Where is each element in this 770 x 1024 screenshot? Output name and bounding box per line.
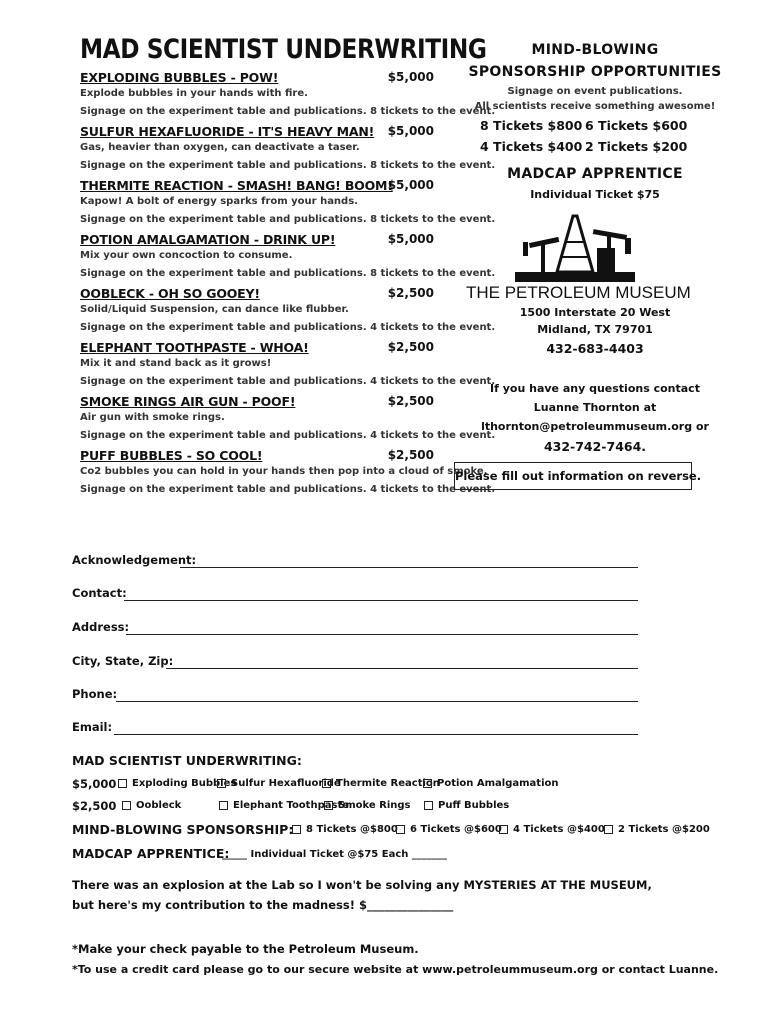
field-label: Acknowledgement: <box>72 553 197 567</box>
checkbox[interactable] <box>217 779 226 788</box>
checkbox[interactable] <box>396 825 405 834</box>
opt-4-tickets[interactable]: 4 Tickets @$400 <box>499 824 605 835</box>
field-input-line[interactable] <box>166 656 638 669</box>
item-name: POTION AMALGAMATION - DRINK UP! <box>80 232 336 247</box>
item-name: SMOKE RINGS AIR GUN - POOF! <box>80 394 296 409</box>
tier-2: 2 Tickets $200 <box>585 139 688 154</box>
field-label: Address: <box>72 620 130 634</box>
item-price: $2,500 <box>387 394 434 408</box>
oil-pump-logo-icon <box>515 212 635 282</box>
sponsorship-label: MIND-BLOWING SPONSORSHIP: <box>72 822 294 837</box>
checkbox[interactable] <box>122 801 131 810</box>
opt-smoke-rings[interactable]: Smoke Rings <box>324 800 411 811</box>
item-description: Mix your own concoction to consume. <box>80 250 293 261</box>
museum-address-1: 1500 Interstate 20 West <box>519 306 671 319</box>
underwriting-label: MAD SCIENTIST UNDERWRITING: <box>72 753 302 768</box>
item-price: $2,500 <box>387 340 434 354</box>
item-price: $5,000 <box>387 70 434 84</box>
museum-phone: 432-683-4403 <box>546 341 644 356</box>
checkbox[interactable] <box>292 825 301 834</box>
field-label: Phone: <box>72 687 118 701</box>
opt-8-tickets[interactable]: 8 Tickets @$800 <box>292 824 398 835</box>
apprentice-label: MADCAP APPRENTICE: <box>72 846 230 861</box>
field-label: Email: <box>72 720 113 734</box>
field-input-line[interactable] <box>180 555 638 568</box>
card-note: *To use a credit card please go to our secure website at www.petroleummuseum.org or contact Luanne. <box>72 963 719 976</box>
item-name: OOBLECK - OH SO GOOEY! <box>80 286 260 301</box>
museum-name: THE PETROLEUM MUSEUM <box>466 283 691 302</box>
contact-line-2: Luanne Thornton at <box>533 401 657 414</box>
item-signage: Signage on the experiment table and publications. 4 tickets to the event. <box>80 376 496 387</box>
field-label: Contact: <box>72 586 127 600</box>
item-signage: Signage on the experiment table and publications. 8 tickets to the event. <box>80 106 496 117</box>
opt-oobleck[interactable]: Oobleck <box>122 800 181 811</box>
explosion-line: There was an explosion at the Lab so I won't be solving any MYSTERIES AT THE MUSEUM, <box>72 878 652 892</box>
item-signage: Signage on the experiment table and publications. 8 tickets to the event. <box>80 214 496 225</box>
opt-puff-bubbles[interactable]: Puff Bubbles <box>424 800 509 811</box>
item-name: THERMITE REACTION - SMASH! BANG! BOOM! <box>80 178 393 193</box>
row-5000-price: $5,000 <box>72 777 117 791</box>
page-title: MAD SCIENTIST UNDERWRITING <box>80 34 487 65</box>
item-description: Co2 bubbles you can hold in your hands then pop into a cloud of smoke. <box>80 466 488 477</box>
checkbox[interactable] <box>324 801 333 810</box>
field-label: City, State, Zip: <box>72 654 174 668</box>
sponsor-heading-1: MIND-BLOWING <box>531 42 659 58</box>
item-signage: Signage on the experiment table and publications. 8 tickets to the event. <box>80 268 496 279</box>
checkbox[interactable] <box>423 779 432 788</box>
checkbox[interactable] <box>322 779 331 788</box>
opt-exploding-bubbles[interactable]: Exploding Bubbles <box>118 778 236 789</box>
item-name: EXPLODING BUBBLES - POW! <box>80 70 279 85</box>
field-input-line[interactable] <box>116 689 638 702</box>
sponsor-line-2: All scientists receive something awesome! <box>474 101 716 112</box>
item-price: $5,000 <box>387 232 434 246</box>
opt-thermite-reaction[interactable]: Thermite Reaction <box>322 778 440 789</box>
tier-6: 6 Tickets $600 <box>585 118 688 133</box>
field-input-line[interactable] <box>114 722 638 735</box>
item-signage: Signage on the experiment table and publications. 4 tickets to the event. <box>80 430 496 441</box>
checkbox[interactable] <box>219 801 228 810</box>
item-signage: Signage on the experiment table and publications. 8 tickets to the event. <box>80 160 496 171</box>
item-price: $2,500 <box>387 448 434 462</box>
opt-potion-amalgamation[interactable]: Potion Amalgamation <box>423 778 558 789</box>
mysteries-text: MYSTERIES AT THE MUSEUM, <box>463 878 652 892</box>
row-2500-price: $2,500 <box>72 799 117 813</box>
apprentice-heading: MADCAP APPRENTICE <box>507 166 683 182</box>
apprentice-ticket-input[interactable]: _____ Individual Ticket @$75 Each _______ <box>222 849 447 860</box>
field-input-line[interactable] <box>126 622 638 635</box>
item-name: PUFF BUBBLES - SO COOL! <box>80 448 263 463</box>
checkbox[interactable] <box>499 825 508 834</box>
checkbox[interactable] <box>424 801 433 810</box>
tier-8: 8 Tickets $800 <box>480 118 583 133</box>
contact-line-1: If you have any questions contact <box>490 382 700 395</box>
item-description: Solid/Liquid Suspension, can dance like flubber. <box>80 304 349 315</box>
item-description: Air gun with smoke rings. <box>80 412 225 423</box>
opt-6-tickets[interactable]: 6 Tickets @$600 <box>396 824 502 835</box>
field-input-line[interactable] <box>124 588 638 601</box>
sponsor-heading-2: SPONSORSHIP OPPORTUNITIES <box>468 64 722 80</box>
opt-elephant-toothpaste[interactable]: Elephant Toothpaste <box>219 800 349 811</box>
item-name: SULFUR HEXAFLUORIDE - IT'S HEAVY MAN! <box>80 124 375 139</box>
item-signage: Signage on the experiment table and publications. 4 tickets to the event. <box>80 322 496 333</box>
item-name: ELEPHANT TOOTHPASTE - WHOA! <box>80 340 309 355</box>
check-note: *Make your check payable to the Petroleum Museum. <box>72 942 419 956</box>
checkbox[interactable] <box>604 825 613 834</box>
item-price: $2,500 <box>387 286 434 300</box>
item-description: Explode bubbles in your hands with fire. <box>80 88 308 99</box>
sponsor-line-1: Signage on event publications. <box>507 86 683 97</box>
item-price: $5,000 <box>387 178 434 192</box>
checkbox[interactable] <box>118 779 127 788</box>
opt-2-tickets[interactable]: 2 Tickets @$200 <box>604 824 710 835</box>
apprentice-line: Individual Ticket $75 <box>530 188 660 201</box>
item-signage: Signage on the experiment table and publications. 4 tickets to the event. <box>80 484 496 495</box>
contribution-line[interactable]: but here's my contribution to the madness! $_______________ <box>72 898 454 912</box>
reverse-note: Please fill out information on reverse. <box>454 462 692 490</box>
item-description: Kapow! A bolt of energy sparks from your hands. <box>80 196 358 207</box>
item-description: Gas, heavier than oxygen, can deactivate a taser. <box>80 142 360 153</box>
tier-4: 4 Tickets $400 <box>480 139 583 154</box>
item-price: $5,000 <box>387 124 434 138</box>
item-description: Mix it and stand back as it grows! <box>80 358 272 369</box>
contact-phone: 432-742-7464. <box>543 439 647 454</box>
museum-address-2: Midland, TX 79701 <box>537 323 653 336</box>
opt-sulfur-hexafluoride[interactable]: Sulfur Hexafluoride <box>217 778 341 789</box>
contact-email[interactable]: lthornton@petroleummuseum.org or <box>481 420 709 433</box>
